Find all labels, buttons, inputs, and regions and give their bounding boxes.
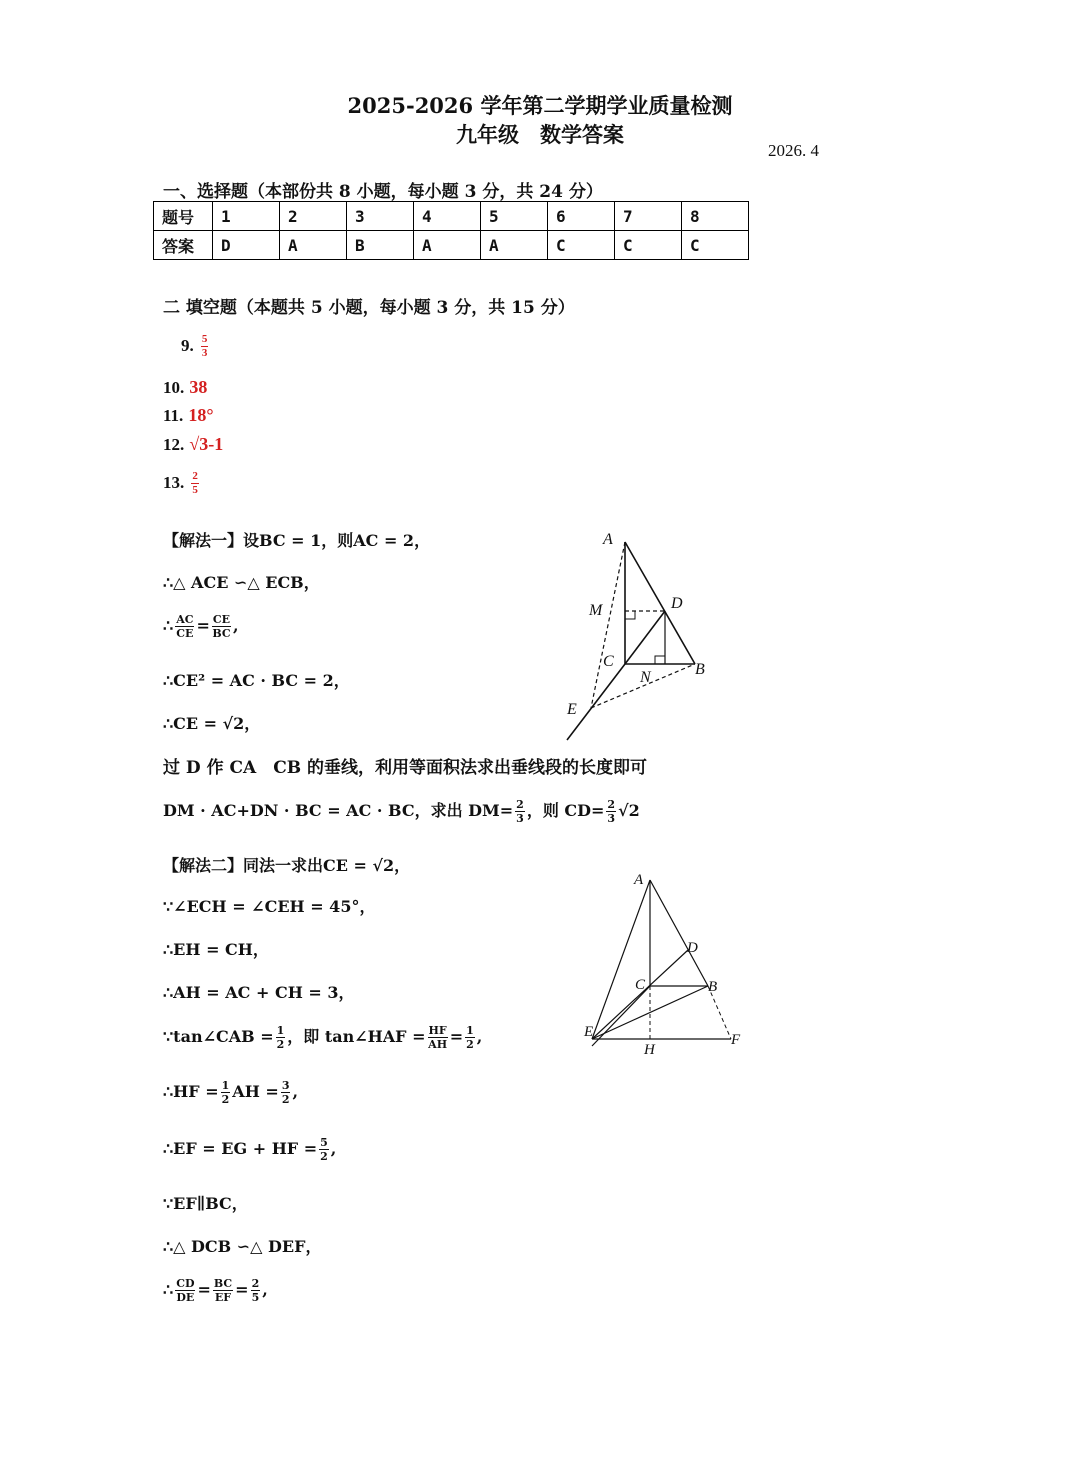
fraction-one-half: [221, 1080, 231, 1105]
method2-line8: ∵EF∥BC，: [163, 1194, 248, 1213]
q11-number: 11.: [163, 406, 184, 425]
denominator: 2: [276, 1038, 285, 1051]
equals: =: [196, 616, 210, 635]
fraction-three-halves: [281, 1080, 291, 1105]
point-label-c: C: [635, 977, 646, 993]
q12-answer-root: √3: [189, 434, 209, 454]
method2-l6-text-a: ∴HF =: [163, 1082, 219, 1101]
q13-number: 13.: [163, 473, 185, 492]
segment-ed: [592, 950, 688, 1039]
method1-l3-therefore: ∴: [163, 616, 174, 635]
table-row-questions: [154, 202, 749, 231]
denominator: 3: [516, 812, 524, 825]
document-date: 2026. 4: [768, 141, 819, 160]
question-cell: 4: [414, 202, 481, 231]
comma: ,: [476, 1027, 483, 1046]
q10-number: 10.: [163, 378, 185, 397]
answer-cell: A: [414, 231, 481, 260]
method1-line7: [163, 798, 640, 824]
q11-answer: 18°: [188, 405, 214, 425]
denominator: EF: [214, 1291, 232, 1304]
comma: ,: [233, 616, 239, 635]
fraction-hf-ah: [428, 1025, 448, 1050]
method1-line5: ∴CE = √2，: [163, 714, 261, 733]
answer-cell: C: [548, 231, 615, 260]
denominator: 2: [466, 1038, 474, 1051]
point-label-a: A: [634, 872, 644, 888]
method2-l10-therefore: ∴: [163, 1280, 174, 1299]
geometry-figure-1: [555, 522, 730, 747]
answer-cell: B: [347, 231, 414, 260]
question-cell: 6: [548, 202, 615, 231]
numerator: 3: [281, 1079, 290, 1092]
point-label-m: M: [589, 602, 603, 619]
method2-l5-text-b: ，即 tan∠HAF =: [287, 1027, 426, 1046]
method2-line10: [163, 1278, 268, 1303]
segment-ab: [625, 542, 695, 664]
question-cell: 1: [213, 202, 280, 231]
table-row-answers: [154, 231, 749, 260]
equals: =: [449, 1027, 464, 1046]
denominator: 2: [221, 1093, 230, 1106]
q9-answer-fraction: [201, 334, 209, 359]
denominator: 3: [607, 812, 616, 825]
denominator: BC: [212, 627, 231, 640]
point-label-b: B: [708, 979, 718, 995]
document-subtitle: 九年级 数学答案: [456, 122, 624, 147]
numerator: 2: [251, 1277, 260, 1290]
denominator: 5: [251, 1291, 260, 1304]
method1-line1: 【解法一】设BC = 1，则AC = 2，: [163, 531, 431, 550]
fraction-ac-ce: [175, 614, 194, 639]
answer-q9: [181, 334, 210, 359]
answer-q13: [163, 471, 201, 496]
q12-number: 12.: [163, 435, 185, 454]
answer-cell: A: [481, 231, 548, 260]
method2-l7-text-a: ∴EF = EG + HF =: [163, 1139, 318, 1158]
denominator: 2: [320, 1150, 328, 1163]
method2-line5: [163, 1024, 482, 1050]
point-label-c: C: [603, 653, 614, 670]
point-label-e: E: [567, 701, 577, 718]
fraction-bc-ef: [213, 1278, 233, 1303]
geometry-figure-2: [578, 866, 753, 1058]
method2-line4: ∴AH = AC + CH = 3，: [163, 983, 355, 1002]
method2-line7: [163, 1137, 336, 1162]
row-label-answers: 答案: [154, 231, 213, 260]
method2-line1: 【解法二】同法一求出CE = √2，: [163, 856, 411, 875]
method1-l7-text-c: √2: [618, 801, 640, 820]
fraction-five-halves: [319, 1137, 329, 1162]
row-label-questions: 题号: [154, 202, 213, 231]
question-cell: 3: [347, 202, 414, 231]
question-cell: 7: [615, 202, 682, 231]
segment-ab: [650, 880, 708, 986]
method1-line2: ∴△ ACE ∽△ ECB，: [163, 573, 320, 592]
numerator: HF: [428, 1024, 447, 1037]
method1-l7-text-a: DM · AC+DN · BC = AC · BC，求出 DM=: [163, 801, 514, 820]
denominator: 2: [281, 1093, 290, 1106]
method2-line2: ∵∠ECH = ∠CEH = 45°，: [163, 897, 376, 916]
fraction-cd-de: [175, 1278, 195, 1303]
answer-cell: D: [213, 231, 280, 260]
fraction-one-half: [276, 1025, 286, 1050]
dashed-ae: [591, 542, 625, 708]
numerator: BC: [213, 1277, 233, 1290]
q13-numerator: 2: [192, 470, 198, 482]
answer-cell: C: [615, 231, 682, 260]
point-label-h: H: [644, 1042, 655, 1058]
answer-table: [153, 201, 749, 260]
q12-answer-rest: -1: [208, 434, 224, 454]
numerator: CD: [176, 1277, 195, 1290]
numerator: 1: [276, 1024, 285, 1037]
q9-numerator: 5: [201, 333, 208, 345]
fraction-cd: [606, 799, 616, 824]
numerator: AC: [176, 613, 194, 626]
denominator: DE: [176, 1291, 195, 1304]
q13-answer-fraction: [191, 471, 199, 496]
answer-q10: [163, 377, 207, 398]
q9-number: 9.: [181, 336, 194, 355]
point-label-e: E: [584, 1024, 594, 1040]
equals: =: [197, 1280, 211, 1299]
q9-denominator: 3: [201, 347, 208, 359]
comma: ,: [330, 1139, 337, 1158]
right-angle-mark-n: [655, 656, 665, 664]
numerator: 5: [320, 1136, 328, 1149]
numerator: 1: [466, 1024, 474, 1037]
denominator: AH: [428, 1038, 448, 1051]
denominator: CE: [176, 627, 194, 640]
section1-heading: 一、选择题（本部份共 8 小题，每小题 3 分，共 24 分）: [163, 182, 603, 202]
point-label-b: B: [695, 661, 705, 678]
fraction-ce-bc: [212, 614, 231, 639]
method1-line4: ∴CE² = AC · BC = 2，: [163, 671, 350, 690]
answer-q11: [163, 405, 214, 426]
method2-l6-text-b: AH =: [232, 1082, 279, 1101]
method1-line3: [163, 614, 239, 639]
question-cell: 5: [481, 202, 548, 231]
method2-line6: [163, 1080, 298, 1105]
point-label-d: D: [687, 940, 698, 956]
numerator: 2: [516, 798, 524, 811]
point-label-n: N: [640, 669, 651, 686]
method1-l7-text-b: ，则 CD=: [526, 801, 605, 820]
method1-line6: 过 D 作 CA CB 的垂线，利用等面积法求出垂线段的长度即可: [163, 758, 648, 778]
method2-line9: ∴△ DCB ∽△ DEF，: [163, 1237, 322, 1256]
numerator: CE: [212, 613, 231, 626]
point-label-a: A: [603, 531, 613, 548]
numerator: 1: [221, 1079, 230, 1092]
method2-l5-text-a: ∵tan∠CAB =: [163, 1027, 274, 1046]
point-label-d: D: [671, 595, 683, 612]
equals: =: [235, 1280, 249, 1299]
fraction-dm: [515, 799, 525, 824]
answer-cell: C: [682, 231, 749, 260]
document-title: 2025-2026 学年第二学期学业质量检测: [347, 93, 733, 118]
method2-line3: ∴EH = CH，: [163, 940, 269, 959]
comma: ,: [262, 1280, 268, 1299]
question-cell: 2: [280, 202, 347, 231]
question-cell: 8: [682, 202, 749, 231]
point-label-f: F: [731, 1032, 741, 1048]
fraction-one-half: [465, 1025, 475, 1050]
q13-denominator: 5: [192, 484, 198, 496]
answer-q12: [163, 434, 223, 455]
section2-heading: 二 填空题（本题共 5 小题，每小题 3 分，共 15 分）: [163, 298, 575, 318]
fraction-two-fifths: [251, 1278, 261, 1303]
numerator: 2: [607, 798, 616, 811]
answer-cell: A: [280, 231, 347, 260]
q10-answer: 38: [189, 377, 208, 397]
right-angle-mark-m: [625, 611, 635, 619]
comma: ,: [292, 1082, 299, 1101]
